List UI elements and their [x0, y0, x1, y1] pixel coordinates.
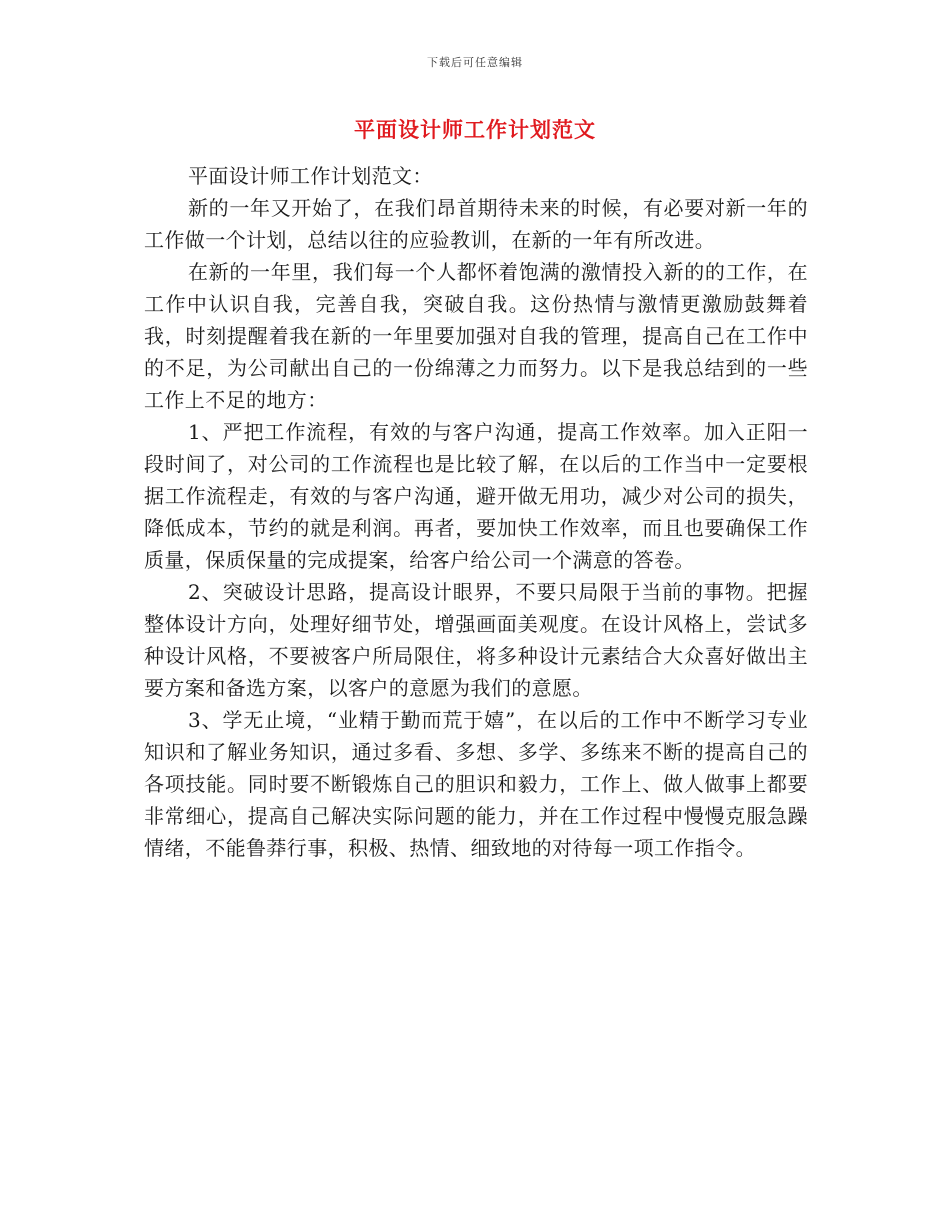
document-title: 平面设计师工作计划范文	[354, 117, 596, 142]
paragraph-opening: 新的一年又开始了，在我们昂首期待未来的时候，有必要对新一年的工作做一个计划，总结以往的应验教训，在新的一年有所改进。	[144, 196, 808, 252]
paragraph-reflection: 在新的一年里，我们每一个人都怀着饱满的激情投入新的的工作，在工作中认识自我，完善自我，突破自我。这份热情与激情更激励鼓舞着我，时刻提醒着我在新的一年里要加强对自我的管理，提高自己在工作中的不足，为公司献出自己的一份绵薄之力而努力。以下是我总结到的一些工作上不足的地方：	[144, 260, 808, 412]
page-header-note: 下载后可任意编辑	[427, 56, 523, 69]
paragraph-point-1: 1、严把工作流程，有效的与客户沟通，提高工作效率。加入正阳一段时间了，对公司的工作流程也是比较了解，在以后的工作当中一定要根据工作流程走，有效的与客户沟通，避开做无用功，减少对公司的损失，降低成本，节约的就是利润。再者，要加快工作效率，而且也要确保工作质量，保质保量的完成提案，给客户给公司一个满意的答卷。	[144, 420, 808, 572]
paragraph-point-3: 3、学无止境，“业精于勤而荒于嬉”，在以后的工作中不断学习专业知识和了解业务知识，通过多看、多想、多学、多练来不断的提高自己的各项技能。同时要不断锻炼自己的胆识和毅力，工作上、做人做事上都要非常细心，提高自己解决实际问题的能力，并在工作过程中慢慢克服急躁情绪，不能鲁莽行事，积极、热情、细致地的对待每一项工作指令。	[144, 708, 808, 860]
paragraph-point-2: 2、突破设计思路，提高设计眼界，不要只局限于当前的事物。把握整体设计方向，处理好细节处，增强画面美观度。在设计风格上，尝试多种设计风格，不要被客户所局限住，将多种设计元素结合大众喜好做出主要方案和备选方案，以客户的意愿为我们的意愿。	[144, 580, 808, 700]
document-body	[144, 160, 808, 864]
paragraph-intro: 平面设计师工作计划范文：	[188, 164, 433, 188]
